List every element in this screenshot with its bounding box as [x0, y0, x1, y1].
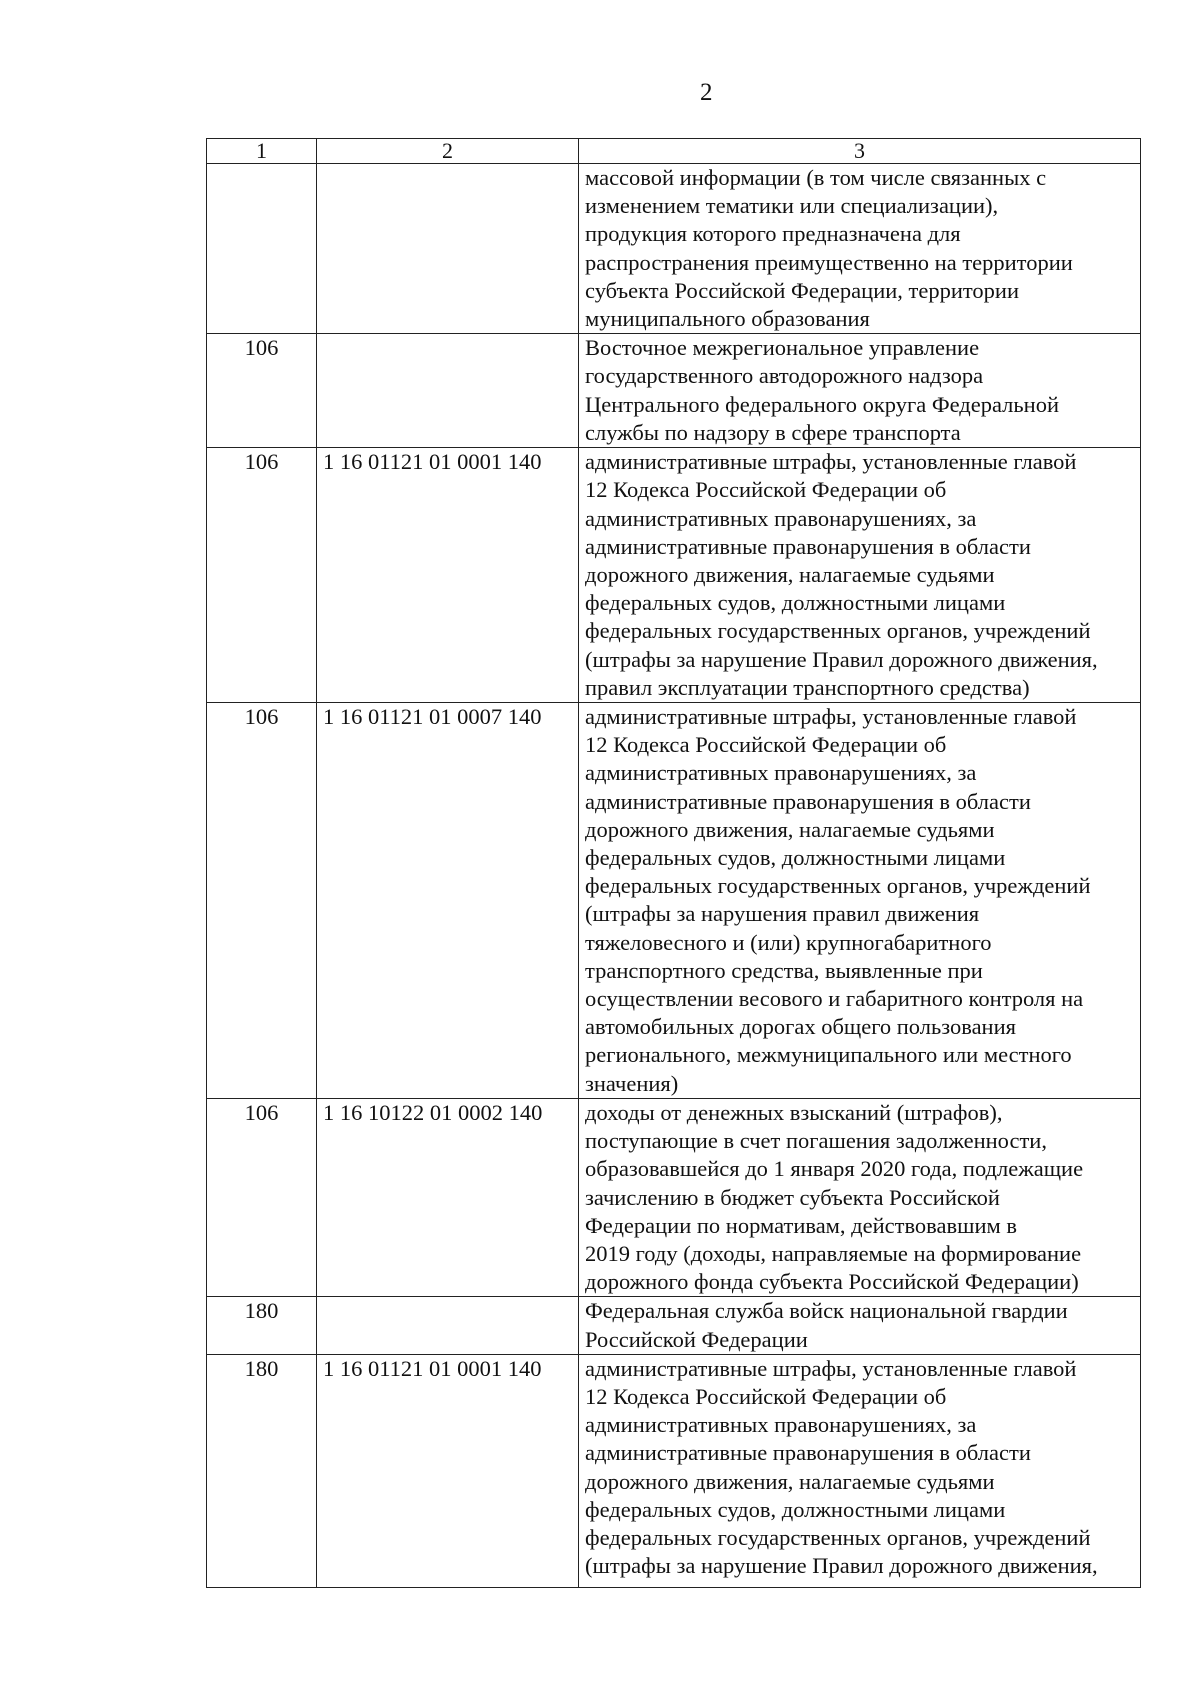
description-line: административные правонарушения в области	[585, 1440, 1031, 1466]
description-cell	[579, 448, 1141, 703]
budget-code-cell	[317, 334, 579, 448]
description-line: дорожного движения, налагаемые судьями	[585, 1468, 995, 1494]
table-row	[207, 334, 1141, 448]
budget-code-cell: 1 16 10122 01 0002 140	[317, 1098, 579, 1296]
description-cell	[579, 703, 1141, 1099]
page-number: 2	[700, 79, 713, 106]
admin-code-cell: 106	[207, 448, 317, 703]
description-cell	[579, 1354, 1141, 1587]
description-line: федеральных судов, должностными лицами	[585, 590, 1006, 616]
description-line: (штрафы за нарушение Правил дорожного движения,	[585, 1553, 1098, 1579]
description-cell	[579, 1297, 1141, 1354]
table-header-row	[207, 139, 1141, 164]
admin-code-cell: 106	[207, 1098, 317, 1296]
description-cell	[579, 164, 1141, 334]
description-line: распространения преимущественно на территории	[585, 249, 1073, 275]
header-col-1: 1	[207, 139, 317, 164]
header-col-3: 3	[579, 139, 1141, 164]
description-line: Российской Федерации	[585, 1326, 808, 1352]
description-line: государственного автодорожного надзора	[585, 363, 984, 389]
description-line: административных правонарушениях, за	[585, 760, 977, 786]
description-line: поступающие в счет погашения задолженности,	[585, 1128, 1047, 1154]
description-line: (штрафы за нарушение Правил дорожного движения,	[585, 646, 1098, 672]
description-line: административные штрафы, установленные главой	[585, 449, 1077, 475]
description-line: осуществлении весового и габаритного контроля на	[585, 986, 1084, 1012]
description-cell	[579, 1098, 1141, 1296]
description-line: муниципального образования	[585, 306, 870, 332]
budget-code-cell: 1 16 01121 01 0001 140	[317, 448, 579, 703]
description-line: дорожного движения, налагаемые судьями	[585, 816, 995, 842]
description-line: службы по надзору в сфере транспорта	[585, 419, 961, 445]
description-line: правил эксплуатации транспортного средства)	[585, 674, 1030, 700]
description-line: значения)	[585, 1070, 679, 1096]
budget-code-cell	[317, 1297, 579, 1354]
admin-code-cell	[207, 164, 317, 334]
description-line: 12 Кодекса Российской Федерации об	[585, 477, 947, 503]
description-line: транспортного средства, выявленные при	[585, 957, 983, 983]
description-line: федеральных государственных органов, учреждений	[585, 618, 1091, 644]
description-line: 12 Кодекса Российской Федерации об	[585, 1383, 947, 1409]
description-line: административные правонарушения в области	[585, 788, 1031, 814]
table-row	[207, 1297, 1141, 1354]
description-cell	[579, 334, 1141, 448]
description-line: федеральных государственных органов, учреждений	[585, 873, 1091, 899]
description-line: Федерации по нормативам, действовавшим в	[585, 1212, 1017, 1238]
description-line: тяжеловесного и (или) крупногабаритного	[585, 929, 992, 955]
description-line: образовавшейся до 1 января 2020 года, подлежащие	[585, 1156, 1084, 1182]
table-row	[207, 1354, 1141, 1587]
budget-codes-table	[206, 138, 1141, 1588]
description-line: административных правонарушениях, за	[585, 1412, 977, 1438]
description-line: субъекта Российской Федерации, территории	[585, 277, 1020, 303]
budget-code-cell: 1 16 01121 01 0001 140	[317, 1354, 579, 1587]
description-line: федеральных судов, должностными лицами	[585, 1496, 1006, 1522]
description-line: автомобильных дорогах общего пользования	[585, 1014, 1016, 1040]
description-line: Восточное межрегиональное управление	[585, 335, 980, 361]
table-row	[207, 164, 1141, 334]
description-line: дорожного фонда субъекта Российской Федерации)	[585, 1269, 1079, 1295]
description-line: 2019 году (доходы, направляемые на формирование	[585, 1240, 1082, 1266]
description-line: административные штрафы, установленные главой	[585, 704, 1077, 730]
admin-code-cell: 106	[207, 334, 317, 448]
description-line: зачислению в бюджет субъекта Российской	[585, 1184, 1000, 1210]
table-row	[207, 1098, 1141, 1296]
description-line: массовой информации (в том числе связанных с	[585, 165, 1047, 190]
admin-code-cell: 180	[207, 1354, 317, 1587]
description-line: федеральных государственных органов, учреждений	[585, 1524, 1091, 1550]
description-line: регионального, межмуниципального или местного	[585, 1042, 1072, 1068]
budget-code-cell	[317, 164, 579, 334]
description-line: административные штрафы, установленные главой	[585, 1355, 1077, 1381]
table-row	[207, 448, 1141, 703]
admin-code-cell: 106	[207, 703, 317, 1099]
description-line: Федеральная служба войск национальной гвардии	[585, 1298, 1068, 1324]
table-row	[207, 703, 1141, 1099]
description-line: доходы от денежных взысканий (штрафов),	[585, 1099, 1003, 1125]
description-line: изменением тематики или специализации),	[585, 193, 999, 219]
header-col-2: 2	[317, 139, 579, 164]
description-line: федеральных судов, должностными лицами	[585, 845, 1006, 871]
description-line: дорожного движения, налагаемые судьями	[585, 562, 995, 588]
description-line: продукция которого предназначена для	[585, 221, 961, 247]
description-line: Центрального федерального округа Федеральной	[585, 391, 1059, 417]
description-line: 12 Кодекса Российской Федерации об	[585, 732, 947, 758]
description-line: административные правонарушения в области	[585, 533, 1031, 559]
budget-code-cell: 1 16 01121 01 0007 140	[317, 703, 579, 1099]
admin-code-cell: 180	[207, 1297, 317, 1354]
description-line: административных правонарушениях, за	[585, 505, 977, 531]
description-line: (штрафы за нарушения правил движения	[585, 901, 980, 927]
